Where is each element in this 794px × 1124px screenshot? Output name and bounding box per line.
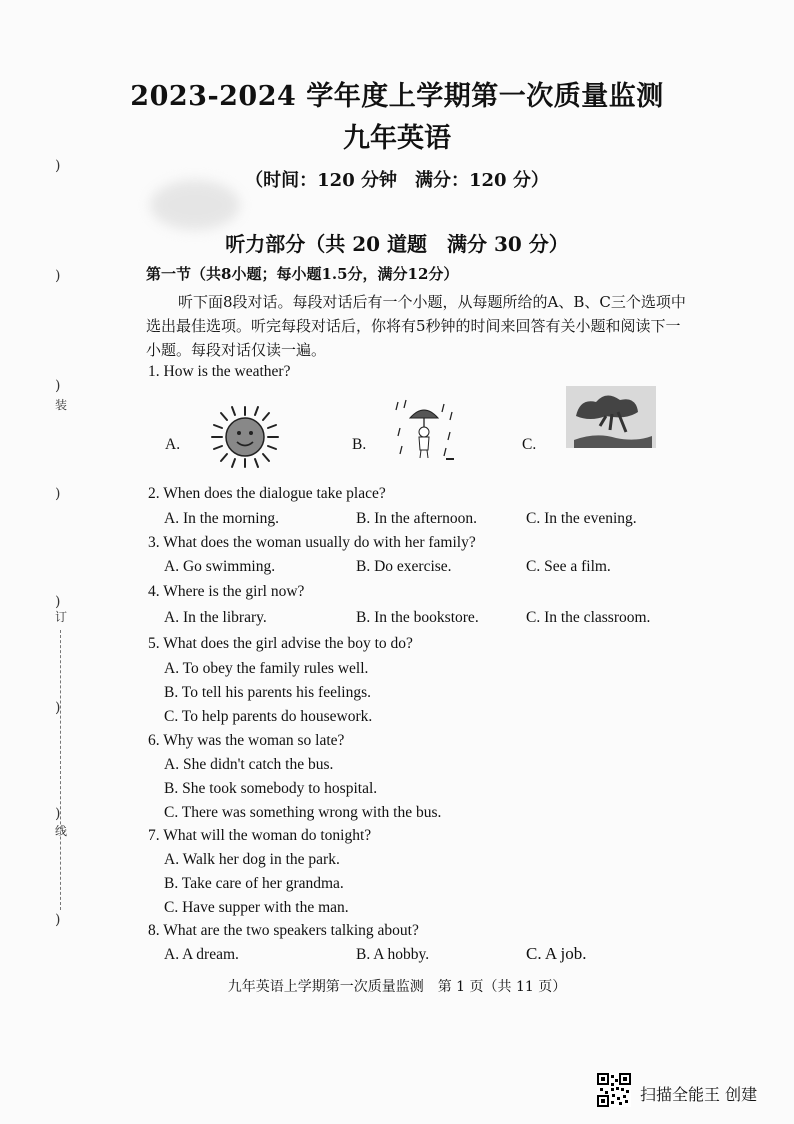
binding-hole-3: )	[55, 378, 61, 394]
page-footer: 九年英语上学期第一次质量监测 第 1 页（共 11 页）	[227, 979, 567, 995]
q8-option-b: B. A hobby.	[356, 946, 430, 963]
q6-option-b: B. She took somebody to hospital.	[164, 780, 378, 797]
q3-option-a: A. Go swimming.	[164, 558, 276, 575]
binding-hole-2: )	[55, 268, 61, 284]
q7-option-b: B. Take care of her grandma.	[164, 875, 344, 892]
question-6: 6. Why was the woman so late?	[148, 732, 345, 749]
q2-option-a: A. In the morning.	[164, 510, 279, 527]
q1-option-c-label: C.	[522, 436, 537, 453]
question-1: 1. How is the weather?	[148, 363, 291, 380]
q3-option-c: C. See a film.	[526, 558, 611, 575]
exam-subject: 九年英语	[343, 123, 451, 154]
q4-option-a: A. In the library.	[164, 609, 267, 626]
time-and-score: （时间：120 分钟 满分：120 分）	[245, 170, 549, 191]
storm-icon	[566, 386, 656, 448]
question-5: 5. What does the girl advise the boy to do?	[148, 635, 413, 652]
instructions: 听下面8段对话。每段对话后有一个小题，从每题所给的A、B、C三个选项中选出最佳选项。听完每段对话后，你将有5秒钟的时间来回答有关小题和阅读下一小题。每段对话仅读一遍。	[146, 293, 686, 359]
sun-icon	[206, 403, 284, 471]
q5-option-c: C. To help parents do housework.	[164, 708, 373, 725]
question-8: 8. What are the two speakers talking about?	[148, 922, 419, 939]
question-7: 7. What will the woman do tonight?	[148, 827, 372, 844]
binding-line	[60, 630, 62, 910]
question-2: 2. When does the dialogue take place?	[148, 485, 386, 502]
binding-hole-7: )	[55, 806, 61, 822]
q5-option-b: B. To tell his parents his feelings.	[164, 684, 371, 701]
q4-option-b: B. In the bookstore.	[356, 609, 479, 626]
q6-option-a: A. She didn't catch the bus.	[164, 756, 334, 773]
question-4: 4. Where is the girl now?	[148, 583, 305, 600]
q5-option-a: A. To obey the family rules well.	[164, 660, 369, 677]
binding-label-zhuang: 装	[55, 398, 68, 412]
q4-option-c: C. In the classroom.	[526, 609, 651, 626]
q1-option-a-label: A.	[165, 436, 181, 453]
binding-label-xian: 线	[55, 824, 68, 838]
q7-option-c: C. Have supper with the man.	[164, 899, 349, 916]
part-heading: 第一节（共8小题；每小题1.5分，满分12分）	[146, 265, 459, 283]
q3-option-b: B. Do exercise.	[356, 558, 452, 575]
section-heading: 听力部分（共 20 道题 满分 30 分）	[225, 232, 569, 256]
binding-hole-4: )	[55, 486, 61, 502]
q2-option-b: B. In the afternoon.	[356, 510, 477, 527]
q1-option-b-label: B.	[352, 436, 367, 453]
q8-option-a: A. A dream.	[164, 946, 239, 963]
exam-title: 2023-2024 学年度上学期第一次质量监测	[130, 81, 664, 112]
binding-hole-5: )	[55, 594, 61, 610]
binding-hole-8: )	[55, 912, 61, 928]
q6-option-c: C. There was something wrong with the bus.	[164, 804, 442, 821]
q8-option-c: C. A job.	[526, 944, 587, 963]
q2-option-c: C. In the evening.	[526, 510, 637, 527]
question-3: 3. What does the woman usually do with her family?	[148, 534, 476, 551]
rain-umbrella-icon	[392, 398, 458, 462]
binding-hole-1: )	[55, 158, 61, 174]
scanner-watermark: 扫描全能王 创建	[640, 1085, 758, 1104]
binding-label-ding: 订	[55, 610, 68, 624]
binding-hole-6: )	[55, 700, 61, 716]
q7-option-a: A. Walk her dog in the park.	[164, 851, 340, 868]
qr-code-icon	[597, 1073, 631, 1107]
